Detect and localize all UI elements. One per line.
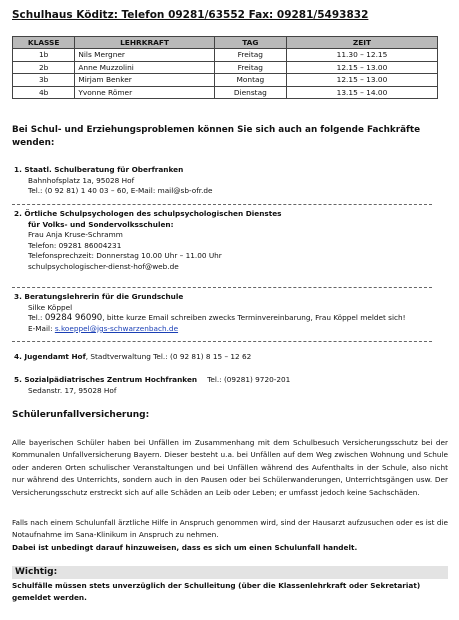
teacher-cell: Anne Muzzolini [75, 61, 214, 74]
contact-title: 1. Staatl. Schulberatung für Oberfranken [14, 165, 184, 174]
teacher-cell: Yvonne Römer [75, 86, 214, 99]
contact-youth-office [14, 352, 251, 363]
table-row [13, 74, 438, 87]
contact-name: Silke Köppel [28, 302, 73, 312]
contact-address: Bahnhofsplatz 1a, 95028 Hof [28, 175, 135, 185]
class-cell: 1b [13, 49, 75, 62]
phone-note: , bitte kurze Email schreiben zwecks Terminvereinbarung, Frau Köppel meldet sich! [102, 313, 406, 323]
contact-title: 5. Sozialpädiatrisches Zentrum Hochfranken [14, 375, 198, 384]
divider [12, 204, 432, 205]
time-cell: 12.15 – 13.00 [286, 61, 437, 74]
email-label: E-Mail: [28, 323, 55, 333]
contact-phone-email: Tel.: (0 92 81) 1 40 03 – 60, E-Mail: mail@sb-ofr.de [28, 186, 213, 196]
day-cell: Dienstag [214, 86, 286, 99]
contact-detail: , Stadtverwaltung Tel.: (0 92 81) 8 15 – 12 62 [85, 352, 252, 361]
phone-label: Tel.: [28, 313, 45, 323]
column-header-day: TAG [214, 37, 286, 49]
contact-line [14, 375, 290, 386]
divider [12, 341, 432, 342]
contact-guidance-teacher [14, 292, 406, 334]
contact-hours: Telefonsprechzeit: Donnerstag 10.00 Uhr – 11.00 Uhr [28, 251, 222, 261]
contact-title: 2. Örtliche Schulpsychologen des schulpsychologischen Dienstes [14, 209, 282, 218]
time-cell: 12.15 – 13.00 [286, 74, 437, 87]
medical-help-text: Falls nach einem Schulunfall ärztliche Hilfe in Anspruch genommen wird, sind der Hausarzt aufzusuchen oder es ist die Notaufnahme im Sana-Klinikum in Anspruch zu nehmen. [12, 518, 448, 540]
table-row [13, 61, 438, 74]
insurance-notes [12, 517, 448, 554]
table-row [13, 49, 438, 62]
contact-phone: Telefon: 09281 86004231 [28, 240, 122, 250]
contact-subtitle: für Volks- und Sondervolksschulen: [28, 219, 174, 229]
school-accident-note: Dabei ist unbedingt darauf hinzuweisen, dass es sich um einen Schulunfall handelt. [12, 542, 358, 552]
contact-line [14, 352, 251, 363]
day-cell: Freitag [214, 61, 286, 74]
table-header-row [13, 37, 438, 49]
important-text: Schulfälle müssen stets unverzüglich der Schulleitung (über die Klassenlehrkraft oder Sekretariat) gemeldet werden. [12, 581, 421, 602]
phone-number: 09284 96090 [44, 313, 103, 324]
school-contact-header: Schulhaus Köditz: Telefon 09281/63552 Fax: 09281/5493832 [12, 9, 369, 21]
contact-email: schulpsychologischer-dienst-hof@web.de [28, 261, 179, 271]
class-cell: 4b [13, 86, 75, 99]
teacher-cell: Mirjam Benker [75, 74, 214, 87]
day-cell: Montag [214, 74, 286, 87]
contact-phone: Tel.: (09281) 9720-201 [207, 375, 291, 384]
contact-social-pediatric-center [14, 375, 290, 396]
time-cell: 11.30 – 12.15 [286, 49, 437, 62]
contact-title: 4. Jugendamt Hof [14, 352, 86, 361]
day-cell: Freitag [214, 49, 286, 62]
email-link[interactable]: s.koeppel@jgs-schwarzenbach.de [54, 323, 179, 333]
column-header-teacher: LEHRKRAFT [75, 37, 214, 49]
column-header-class: KLASSE [13, 37, 75, 49]
contact-title: 3. Beratungslehrerin für die Grundschule [14, 292, 184, 301]
class-cell: 3b [13, 74, 75, 87]
counseling-intro: Bei Schul- und Erziehungsproblemen können Sie sich auch an folgende Fachkräfte wenden: [12, 125, 421, 148]
time-cell: 13.15 – 14.00 [286, 86, 437, 99]
contact-school-counseling [14, 165, 213, 197]
insurance-heading: Schülerunfallversicherung: [12, 410, 150, 420]
teacher-cell: Nils Mergner [75, 49, 214, 62]
class-cell: 2b [13, 61, 75, 74]
divider [12, 287, 432, 288]
contact-name: Frau Anja Kruse-Schramm [28, 230, 123, 240]
table-row [13, 86, 438, 99]
contact-phone-line [14, 313, 406, 324]
schedule-table [12, 36, 438, 99]
insurance-text: Alle bayerischen Schüler haben bei Unfällen im Zusammenhang mit dem Schulbesuch Versicherungsschutz bei der Kommunalen Unfallversicherung Bayern. Dieser besteht u.a. bei Unfällen auf dem Weg zwischen Wohnung und Schule oder anderen Orten schulischer Veranstaltungen und bei Unfällen während des Aufenthalts in der Schule, also nicht nur während des Unterrichts, sondern auch in den Pausen oder bei Schülerwanderungen, Unterrichtsgängen usw. Der Versicherungsschutz erstreckt sich auf alle Schäden an Leib oder Leben; er umfasst jedoch keine Sachschäden. [12, 438, 448, 497]
important-heading: Wichtig: [12, 566, 448, 579]
column-header-time: ZEIT [286, 37, 437, 49]
contact-email-line [14, 324, 406, 335]
contact-address: Sedanstr. 17, 95028 Hof [28, 385, 117, 395]
contact-school-psychologists [14, 209, 282, 273]
insurance-paragraph [12, 437, 448, 499]
